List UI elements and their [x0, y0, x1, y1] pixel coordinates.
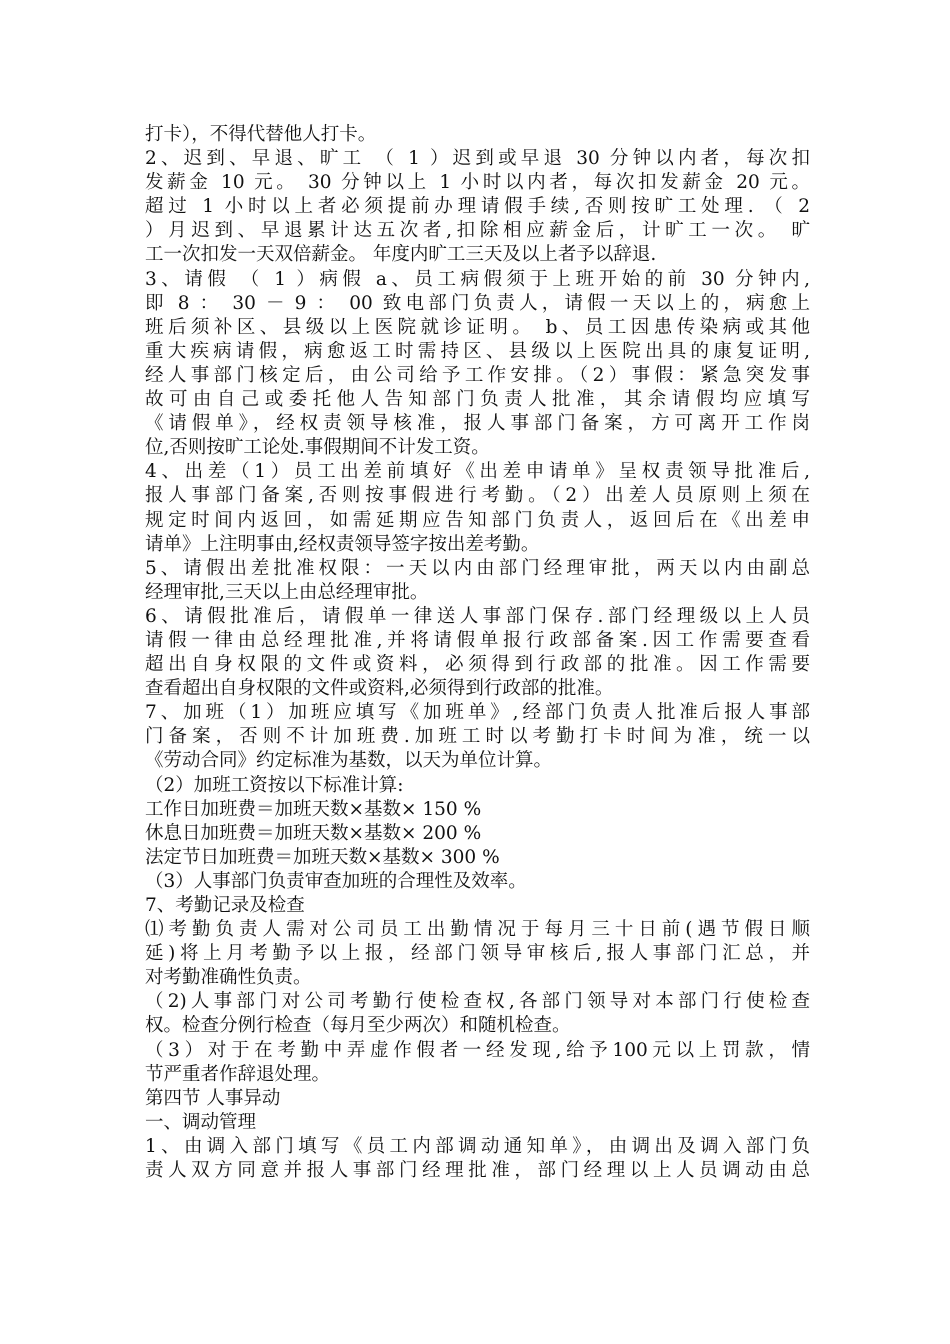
text-line: 节严重者作辞退处理。 — [145, 1063, 331, 1085]
text-line: 工一次扣发一天双倍薪金。 年度内旷工三天及以上者予以辞退. — [145, 244, 657, 266]
text-line: 位,否则按旷工论处.事假期间不计发工资。 — [145, 437, 490, 459]
text-line: 查看超出自身权限的文件或资料,必须得到行政部的批准。 — [145, 678, 614, 700]
text-line: （2)人事部门对公司考勤行使检查权,各部门领导对本部门行使检查 — [145, 991, 810, 1013]
text-line: （2）加班工资按以下标准计算: — [145, 774, 404, 796]
text-line: 《请假单》，经权责领导核准，报人事部门备案，方可离开工作岗 — [145, 413, 810, 435]
text-line: 对考勤准确性负责。 — [145, 967, 312, 989]
text-line: 4、出差（1）员工出差前填好《出差申请单》呈权责领导批准后, — [145, 461, 810, 483]
section-heading: 7、考勤记录及检查 — [145, 895, 305, 916]
text-line: ⑴考勤负责人需对公司员工出勤情况于每月三十日前(遇节假日顺 — [145, 919, 810, 941]
text-line: 故可由自己或委托他人告知部门负责人批准，其余请假均应填写 — [145, 389, 810, 411]
text-line: 重大疾病请假，病愈返工时需持区、县级以上医院出具的康复证明, — [145, 340, 810, 362]
text-line: 休息日加班费＝加班天数×基数× 200 % — [145, 822, 482, 844]
text-line: 《劳动合同》约定标准为基数，以天为单位计算。 — [145, 750, 553, 772]
text-line: 责人双方同意并报人事部门经理批准，部门经理以上人员调动由总 — [145, 1160, 810, 1182]
text-line: 1、由调入部门填写《员工内部调动通知单》，由调出及调入部门负 — [145, 1135, 810, 1157]
text-line: 延)将上月考勤予以上报，经部门领导审核后,报人事部门汇总，并 — [145, 943, 810, 965]
text-line: 请假一律由总经理批准,并将请假单报行政部备案.因工作需要查看 — [145, 629, 810, 651]
text-line: 请单》上注明事由,经权责领导签字按出差考勤。 — [145, 533, 540, 555]
text-line: 发薪金 10 元。 30 分钟以上 1 小时以内者，每次扣发薪金 20 元。 — [145, 172, 810, 194]
text-line: 经人事部门核定后，由公司给予工作安排。（2）事假：紧急突发事 — [145, 364, 810, 386]
text-line: 超过 1 小时以上者必须提前办理请假手续,否则按旷工处理. （ 2 — [145, 196, 810, 218]
text-line: 报人事部门备案,否则按事假进行考勤。（2）出差人员原则上须在 — [145, 485, 810, 507]
text-line: 即 8 ： 30 － 9 ： 00 致电部门负责人，请假一天以上的，病愈上 — [145, 292, 810, 314]
text-line: 规定时间内返回，如需延期应告知部门负责人，返回后在《出差申 — [145, 509, 810, 531]
text-line: 门备案，否则不计加班费.加班工时以考勤打卡时间为准，统一以 — [145, 726, 810, 748]
text-line: 经理审批,三天以上由总经理审批。 — [145, 581, 429, 603]
text-line: 法定节日加班费＝加班天数×基数× 300 % — [145, 846, 500, 868]
text-line: 工作日加班费＝加班天数×基数× 150 % — [145, 798, 482, 820]
section-heading: 第四节 人事异动 — [145, 1087, 281, 1109]
document-page — [145, 123, 810, 1183]
text-line: 班后须补区、县级以上医院就诊证明。 b、员工因患传染病或其他 — [145, 316, 810, 338]
text-line: 5、请假出差批准权限：一天以内由部门经理审批，两天以内由副总 — [145, 557, 810, 579]
text-line: ）月迟到、早退累计达五次者,扣除相应薪金后，计旷工一次。 旷 — [145, 220, 810, 242]
text-line: 权。检查分例行检查（每月至少两次）和随机检查。 — [145, 1015, 571, 1037]
text-line: （3）对于在考勤中弄虚作假者一经发现,给予100元以上罚款，情 — [145, 1039, 810, 1061]
text-line: 3、请假 （ 1 ）病假 a、员工病假须于上班开始的前 30 分钟内, — [145, 268, 810, 290]
text-line: 7、加班（1）加班应填写《加班单》,经部门负责人批准后报人事部 — [145, 702, 810, 724]
text-line: （3）人事部门负责审查加班的合理性及效率。 — [145, 870, 527, 892]
text-line: 超出自身权限的文件或资料，必须得到行政部的批准。因工作需要 — [145, 654, 810, 676]
text-line: 6、请假批准后，请假单一律送人事部门保存.部门经理级以上人员 — [145, 605, 810, 627]
text-line: 2、迟到、早退、旷工 （ 1 ）迟到或早退 30 分钟以内者，每次扣 — [145, 148, 810, 170]
text-line: 打卡），不得代替他人打卡。 — [145, 124, 377, 145]
subsection-heading: 一、调动管理 — [145, 1111, 257, 1133]
